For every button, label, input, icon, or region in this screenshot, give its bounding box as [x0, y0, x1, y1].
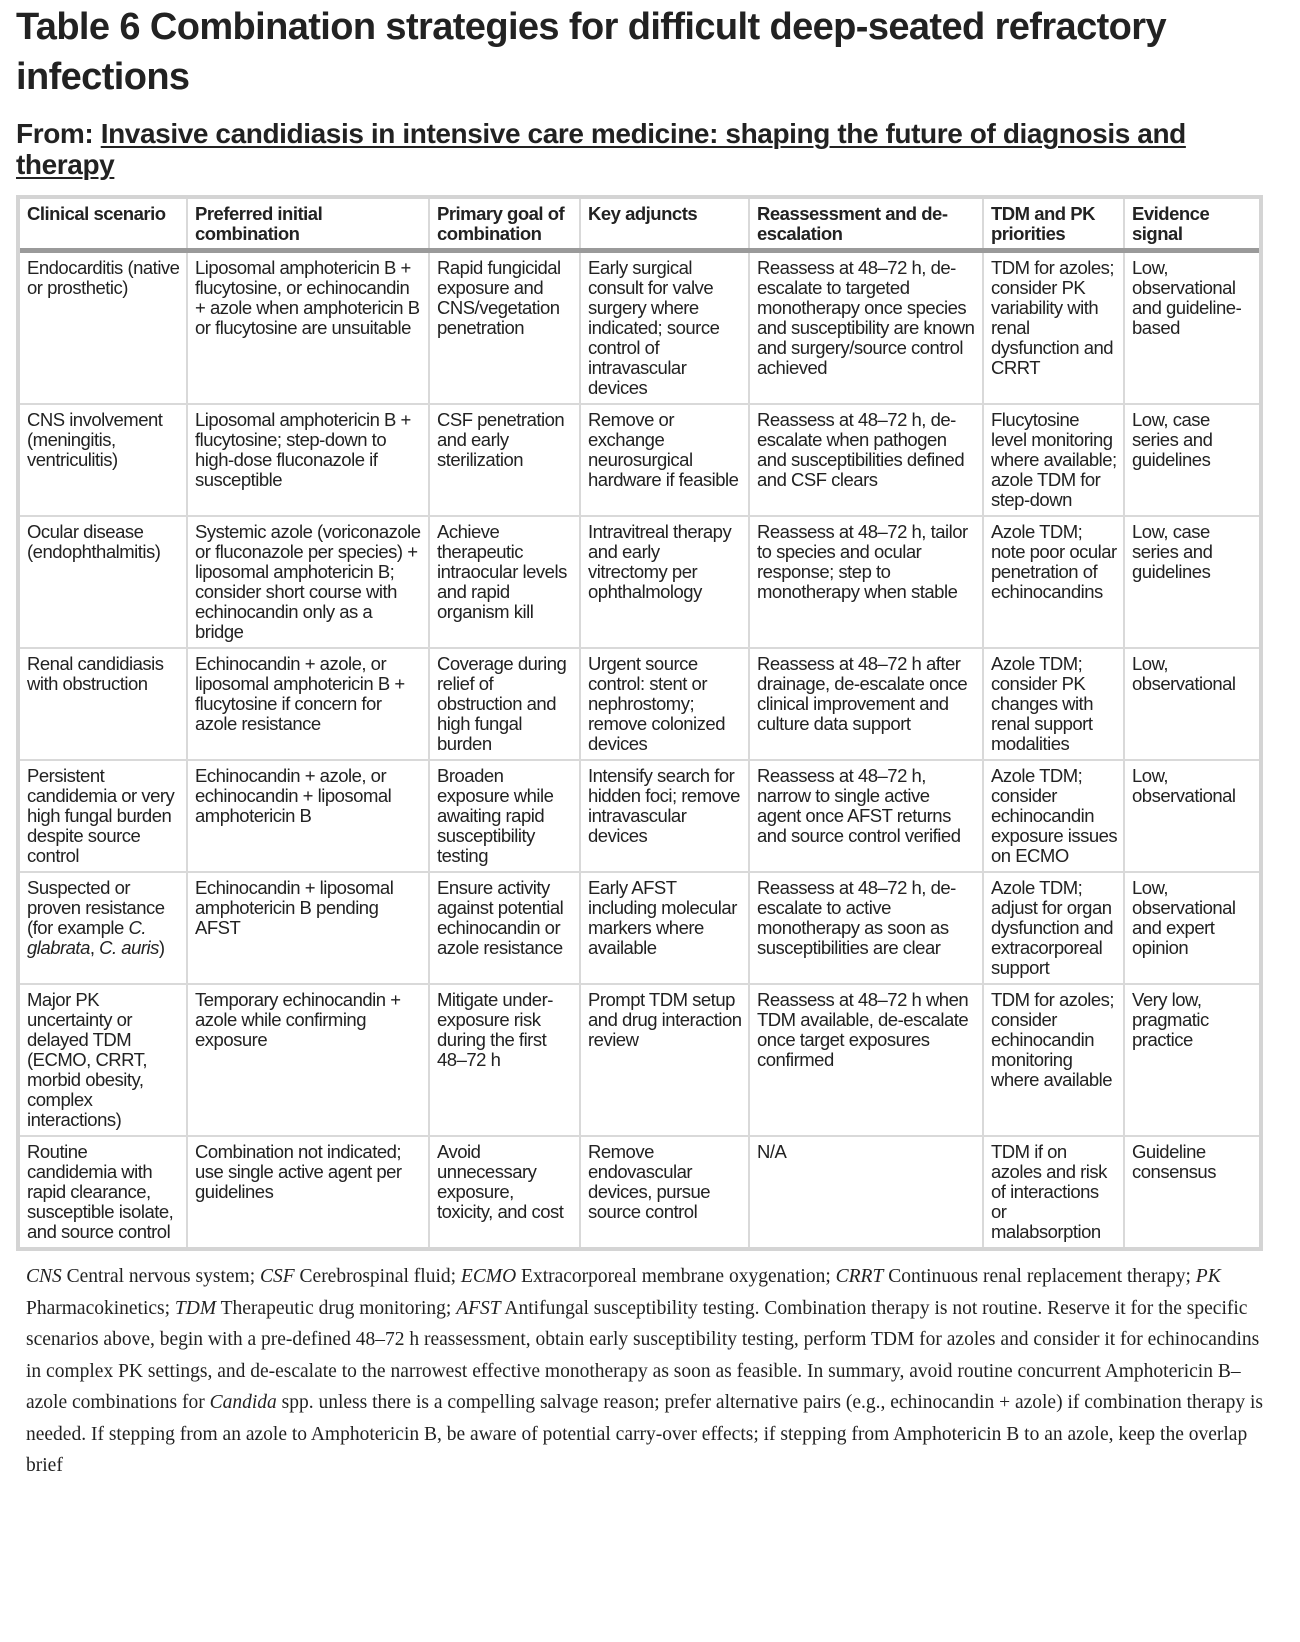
cell-primary-goal: Ensure activity against potential echinocandin or azole resistance — [429, 872, 580, 984]
scenario-text: , — [89, 937, 100, 958]
cell-key-adjuncts: Intravitreal therapy and early vitrectomy per ophthalmology — [580, 516, 749, 648]
cell-evidence: Guideline consensus — [1124, 1136, 1259, 1247]
cell-preferred-combination: Echinocandin + liposomal amphotericin B pending AFST — [187, 872, 429, 984]
cell-clinical-scenario: Major PK uncertainty or delayed TDM (ECMO, CRRT, morbid obesity, complex interactions) — [20, 984, 187, 1136]
scenario-text: ) — [158, 937, 165, 958]
cell-tdm-pk: TDM for azoles; consider echinocandin monitoring where available — [983, 984, 1124, 1136]
species-name: C. glabrata — [27, 917, 146, 958]
cell-evidence: Low, observational and expert opinion — [1124, 872, 1259, 984]
table-row — [20, 760, 1259, 872]
table-row — [20, 251, 1259, 405]
table-row — [20, 1136, 1259, 1247]
cell-clinical-scenario: Routine candidemia with rapid clearance, susceptible isolate, and source control — [20, 1136, 187, 1247]
cell-tdm-pk: Azole TDM; adjust for organ dysfunction and extracorporeal support — [983, 872, 1124, 984]
cell-reassessment: Reassess at 48–72 h, de-escalate to targeted monotherapy once species and susceptibility are known and surgery/source control achieved — [749, 251, 983, 405]
abbreviation-definition: Therapeutic drug monitoring; — [216, 1297, 457, 1319]
column-header-key-adjuncts: Key adjuncts — [580, 199, 749, 251]
cell-evidence: Low, case series and guidelines — [1124, 516, 1259, 648]
cell-clinical-scenario — [20, 872, 187, 984]
source-article — [16, 118, 1284, 180]
combination-strategies-table — [16, 195, 1263, 1251]
cell-reassessment: Reassess at 48–72 h after drainage, de-escalate once clinical improvement and culture data support — [749, 648, 983, 760]
cell-primary-goal: CSF penetration and early sterilization — [429, 404, 580, 516]
species-name: C. auris — [99, 937, 159, 958]
cell-primary-goal: Rapid fungicidal exposure and CNS/vegetation penetration — [429, 251, 580, 405]
cell-preferred-combination: Echinocandin + azole, or echinocandin + liposomal amphotericin B — [187, 760, 429, 872]
cell-preferred-combination: Echinocandin + azole, or liposomal amphotericin B + flucytosine if concern for azole resistance — [187, 648, 429, 760]
abbreviation: CSF — [259, 1266, 295, 1287]
cell-key-adjuncts: Prompt TDM setup and drug interaction review — [580, 984, 749, 1136]
scenario-text: Suspected or proven resistance (for example — [27, 877, 165, 938]
cell-evidence: Low, observational — [1124, 648, 1259, 760]
cell-preferred-combination: Liposomal amphotericin B + flucytosine, or echinocandin + azole when amphotericin B or flucytosine are unsuitable — [187, 251, 429, 405]
cell-primary-goal: Avoid unnecessary exposure, toxicity, and cost — [429, 1136, 580, 1247]
cell-tdm-pk: Flucytosine level monitoring where available; azole TDM for step-down — [983, 404, 1124, 516]
abbreviation: CNS — [26, 1266, 62, 1287]
column-header-preferred-combination: Preferred initial combination — [187, 199, 429, 251]
cell-evidence: Low, observational and guideline-based — [1124, 251, 1259, 405]
table-row — [20, 872, 1259, 984]
column-header-evidence: Evidence signal — [1124, 199, 1259, 251]
cell-tdm-pk: TDM if on azoles and risk of interactions or malabsorption — [983, 1136, 1124, 1247]
table-header-row — [20, 199, 1259, 251]
cell-primary-goal: Broaden exposure while awaiting rapid susceptibility testing — [429, 760, 580, 872]
cell-primary-goal: Coverage during relief of obstruction and high fungal burden — [429, 648, 580, 760]
abbreviation-definition: Pharmacokinetics; — [26, 1297, 175, 1319]
page-title: Table 6 Combination strategies for difficult deep-seated refractory infections — [16, 6, 1167, 98]
cell-reassessment: Reassess at 48–72 h, tailor to species and ocular response; step to monotherapy when stable — [749, 516, 983, 648]
cell-primary-goal: Achieve therapeutic intraocular levels and rapid organism kill — [429, 516, 580, 648]
abbreviation-definition: Extracorporeal membrane oxygenation; — [516, 1266, 836, 1287]
cell-key-adjuncts: Early AFST including molecular markers where available — [580, 872, 749, 984]
abbreviation: CRRT — [835, 1266, 884, 1287]
cell-reassessment: Reassess at 48–72 h when TDM available, de-escalate once target exposures confirmed — [749, 984, 983, 1136]
cell-tdm-pk: Azole TDM; note poor ocular penetration of echinocandins — [983, 516, 1124, 648]
column-header-clinical-scenario: Clinical scenario — [20, 199, 187, 251]
abbreviation: PK — [1195, 1266, 1221, 1287]
cell-tdm-pk: Azole TDM; consider echinocandin exposure issues on ECMO — [983, 760, 1124, 872]
column-header-primary-goal: Primary goal of combination — [429, 199, 580, 251]
abbreviation: ECMO — [460, 1266, 517, 1287]
table-row — [20, 984, 1259, 1136]
cell-preferred-combination: Systemic azole (voriconazole or fluconazole per species) + liposomal amphotericin B; consider short course with echinocandin only as a bridge — [187, 516, 429, 648]
cell-preferred-combination: Liposomal amphotericin B + flucytosine; step-down to high-dose fluconazole if susceptible — [187, 404, 429, 516]
cell-key-adjuncts: Urgent source control: stent or nephrostomy; remove colonized devices — [580, 648, 749, 760]
table-row — [20, 648, 1259, 760]
cell-clinical-scenario: Persistent candidemia or very high fungal burden despite source control — [20, 760, 187, 872]
cell-key-adjuncts: Remove endovascular devices, pursue source control — [580, 1136, 749, 1247]
abbreviation-definition: Antifungal susceptibility testing. — [500, 1297, 765, 1319]
abbreviation: TDM — [174, 1297, 217, 1319]
cell-clinical-scenario: CNS involvement (meningitis, ventriculitis) — [20, 404, 187, 516]
abbreviation: AFST — [456, 1297, 501, 1319]
cell-key-adjuncts: Early surgical consult for valve surgery where indicated; source control of intravascular devices — [580, 251, 749, 405]
column-header-reassessment: Reassessment and de-escalation — [749, 199, 983, 251]
cell-evidence: Very low, pragmatic practice — [1124, 984, 1259, 1136]
from-label: From: — [16, 118, 94, 149]
cell-clinical-scenario: Endocarditis (native or prosthetic) — [20, 251, 187, 405]
table-row — [20, 516, 1259, 648]
cell-tdm-pk: TDM for azoles; consider PK variability with renal dysfunction and CRRT — [983, 251, 1124, 405]
cell-reassessment: Reassess at 48–72 h, de-escalate when pathogen and susceptibilities defined and CSF clears — [749, 404, 983, 516]
table-body — [20, 251, 1259, 1248]
abbreviation-definition: Continuous renal replacement therapy; — [883, 1266, 1196, 1287]
cell-reassessment: Reassess at 48–72 h, narrow to single active agent once AFST returns and source control verified — [749, 760, 983, 872]
table-footnote — [26, 1261, 1266, 1482]
cell-clinical-scenario: Renal candidiasis with obstruction — [20, 648, 187, 760]
abbreviation-definition: Cerebrospinal fluid; — [294, 1266, 461, 1287]
footnote-genus: Candida — [209, 1392, 277, 1413]
cell-evidence: Low, observational — [1124, 760, 1259, 872]
cell-clinical-scenario: Ocular disease (endophthalmitis) — [20, 516, 187, 648]
abbreviation-definition: Central nervous system; — [61, 1266, 260, 1287]
cell-key-adjuncts: Remove or exchange neurosurgical hardware if feasible — [580, 404, 749, 516]
cell-reassessment: N/A — [749, 1136, 983, 1247]
footnote-body-2: spp. unless there is a compelling salvage reason; prefer alternative pairs (e.g., echinocandin + azole) if combination therapy is needed. If stepping from an azole to Amphotericin B, be aware of potential carry-over effects; if stepping from Amphotericin B to an azole, keep the overlap brief — [26, 1392, 1263, 1476]
column-header-tdm-pk: TDM and PK priorities — [983, 199, 1124, 251]
cell-preferred-combination: Combination not indicated; use single active agent per guidelines — [187, 1136, 429, 1247]
footnote-body-1: Combination therapy is not routine. Reserve it for the specific scenarios above, begin with a pre-defined 48–72 h reassessment, obtain early susceptibility testing, perform TDM for azoles and consider it for echinocandins in complex PK settings, and de-escalate to the narrowest effective monotherapy as soon as feasible. In summary, avoid routine concurrent Amphotericin B–azole combinations for — [26, 1297, 1260, 1413]
cell-preferred-combination: Temporary echinocandin + azole while confirming exposure — [187, 984, 429, 1136]
cell-reassessment: Reassess at 48–72 h, de-escalate to active monotherapy as soon as susceptibilities are clear — [749, 872, 983, 984]
cell-primary-goal: Mitigate under-exposure risk during the first 48–72 h — [429, 984, 580, 1136]
cell-evidence: Low, case series and guidelines — [1124, 404, 1259, 516]
cell-key-adjuncts: Intensify search for hidden foci; remove intravascular devices — [580, 760, 749, 872]
table-row — [20, 404, 1259, 516]
cell-tdm-pk: Azole TDM; consider PK changes with renal support modalities — [983, 648, 1124, 760]
source-article-link[interactable]: Invasive candidiasis in intensive care medicine: shaping the future of diagnosis and therapy — [16, 118, 1186, 180]
